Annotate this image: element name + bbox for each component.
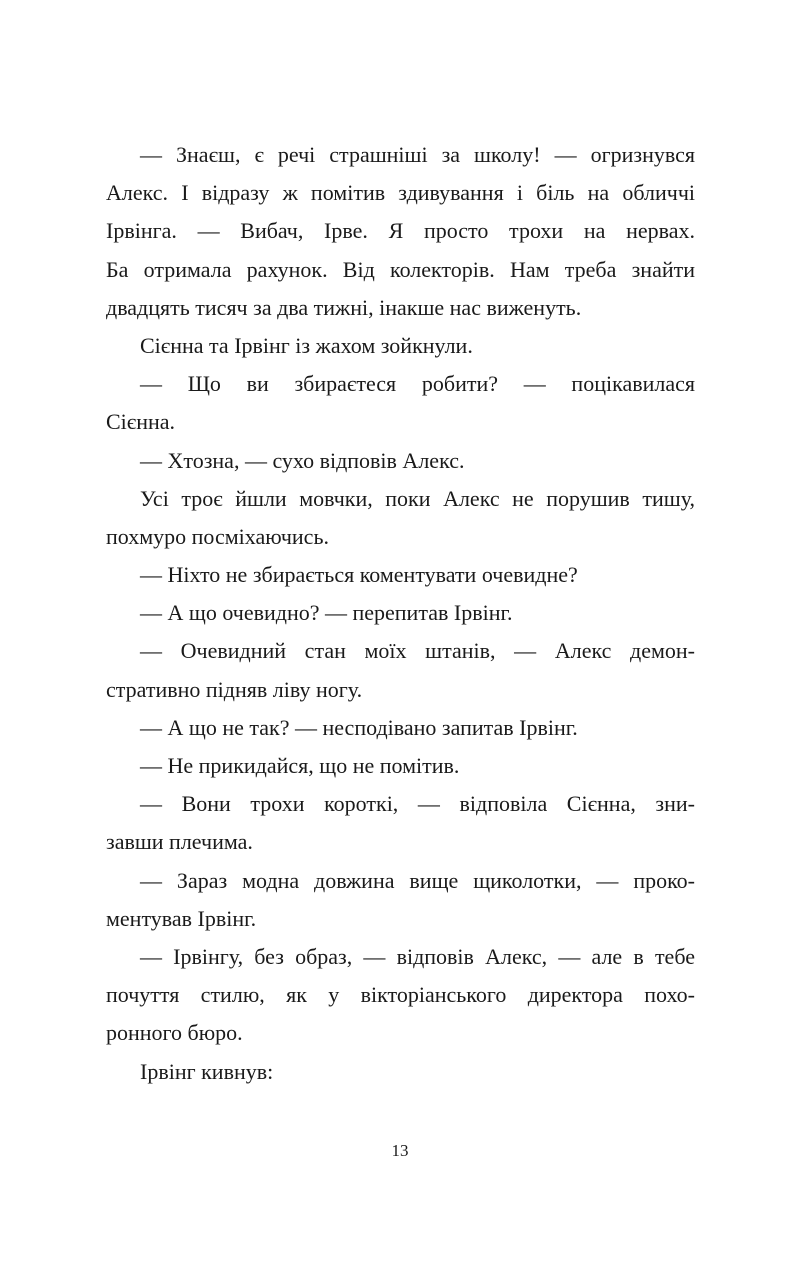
text-line: — Що ви збираєтеся робити? — поцікавилася bbox=[140, 371, 695, 397]
paragraph bbox=[106, 556, 695, 594]
paragraph bbox=[106, 747, 695, 785]
text-line: завши плечима. bbox=[106, 829, 253, 855]
text-line: — Ніхто не збирається коментувати очевидне? bbox=[140, 562, 578, 588]
text-line: ронного бюро. bbox=[106, 1020, 243, 1046]
text-line: — А що очевидно? — перепитав Ірвінг. bbox=[140, 600, 513, 626]
text-line: ментував Ірвінг. bbox=[106, 905, 257, 931]
text-line: Ірвінга. — Вибач, Ірве. Я просто трохи на нервах. bbox=[106, 218, 695, 244]
paragraph bbox=[106, 632, 695, 708]
text-line: Алекс. І відразу ж помітив здивування і біль на обличчі bbox=[106, 180, 695, 206]
text-line: Усі троє йшли мовчки, поки Алекс не порушив тишу, bbox=[140, 485, 695, 511]
paragraph bbox=[106, 785, 695, 861]
page-number: 13 bbox=[391, 1141, 409, 1160]
paragraph bbox=[106, 365, 695, 441]
paragraph bbox=[106, 136, 695, 327]
text-line: — Вони трохи короткі, — відповіла Сієнна, зни- bbox=[140, 791, 695, 817]
text-line: — Хтозна, — сухо відповів Алекс. bbox=[140, 447, 465, 473]
text-line: — Очевидний стан моїх штанів, — Алекс демон- bbox=[140, 638, 695, 664]
text-line: — А що не так? — несподівано запитав Ірвінг. bbox=[140, 714, 578, 740]
paragraph bbox=[106, 480, 695, 556]
text-line: Ба отримала рахунок. Від колекторів. Нам треба знайти bbox=[106, 256, 695, 282]
text-line: похмуро посміхаючись. bbox=[106, 523, 329, 549]
paragraph bbox=[106, 327, 695, 365]
paragraph bbox=[106, 594, 695, 632]
text-line: стративно підняв ліву ногу. bbox=[106, 676, 363, 702]
text-line: — Зараз модна довжина вище щиколотки, — проко- bbox=[140, 867, 695, 893]
text-line: Ірвінг кивнув: bbox=[140, 1058, 274, 1084]
text-line: Сієнна та Ірвінг із жахом зойкнули. bbox=[140, 332, 473, 358]
paragraph bbox=[106, 442, 695, 480]
text-line: — Не прикидайся, що не помітив. bbox=[140, 753, 460, 778]
paragraph bbox=[106, 709, 695, 747]
page-body bbox=[106, 136, 695, 1091]
paragraph bbox=[106, 1053, 695, 1091]
text-line: — Знаєш, є речі страшніші за школу! — огризнувся bbox=[140, 142, 695, 167]
text-line: почуття стилю, як у вікторіанського директора похо- bbox=[106, 982, 695, 1008]
text-line: Сієнна. bbox=[106, 409, 176, 435]
text-line: — Ірвінгу, без образ, — відповів Алекс, — але в тебе bbox=[140, 943, 695, 969]
text-line: двадцять тисяч за два тижні, інакше нас виженуть. bbox=[106, 294, 582, 320]
paragraph bbox=[106, 938, 695, 1053]
paragraph bbox=[106, 862, 695, 938]
